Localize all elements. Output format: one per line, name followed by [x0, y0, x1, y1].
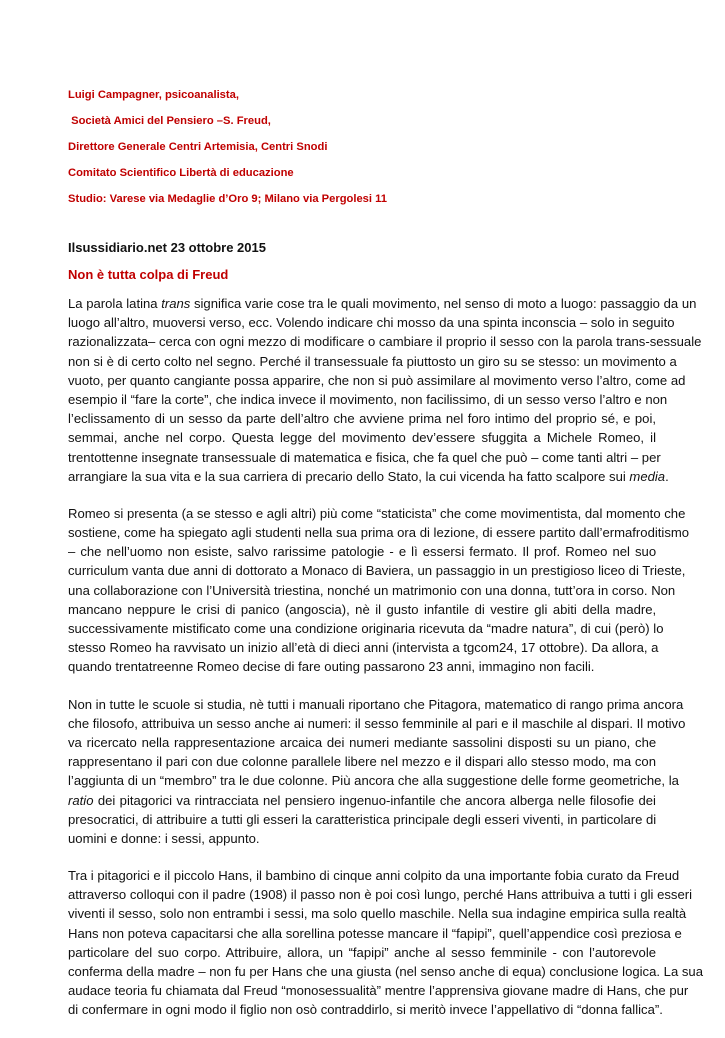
text-line: Hans non poteva capacitarsi che alla sorellina potesse mancare il “fapipi”, quell’appendice così preziosa e — [68, 925, 682, 941]
text-line: attraverso colloqui con il padre (1908) il passo non è poi così lungo, perché Hans attribuiva a tutti i gli esseri — [68, 887, 693, 903]
text-line: mancano neppure le crisi di panico (angoscia), nè il gusto infantile di vestire gli abiti della madre, — [68, 601, 657, 617]
text-line: – che nell’uomo non esiste, salvo rarissime patologie - e lì essersi fermato. Il prof. Romeo nel suo — [68, 544, 657, 560]
text-line: l’eclissamento di un sesso da parte dell’altro che avviene prima nel foro intimo del proprio sé, e poi, — [68, 411, 657, 427]
text-line: stesso Romeo ha ravvisato un inizio all’età di dieci anni (intervista a tgcom24, 17 ottobre). Da allora, a — [68, 640, 659, 656]
paragraph — [68, 866, 703, 1020]
author-header — [68, 88, 668, 218]
text-line: vuoto, per quanto cangiante possa apparire, che non si può assimilare al movimento verso l’altro, come ad — [68, 372, 686, 388]
text-line: che filosofo, attribuiva un sesso anche ai numeri: il sesso femminile al pari e il maschile al dispari. Il motivo — [68, 715, 686, 731]
paragraph — [68, 294, 702, 486]
text-line: razionalizzata– cerca con ogni mezzo di modificare o cambiare il proprio il sesso con la parola trans-sessuale — [68, 334, 702, 350]
header-line-studio: Studio: Varese via Medaglie d’Oro 9; Milano via Pergolesi 11 — [68, 193, 387, 205]
text-line: La parola latina trans significa varie cose tra le quali movimento, nel senso di moto a luogo: passaggio da un — [68, 296, 697, 311]
article-body — [68, 294, 703, 1038]
header-line-director: Direttore Generale Centri Artemisia, Centri Snodi — [68, 141, 328, 153]
header-line-society: Società Amici del Pensiero –S. Freud, — [68, 115, 271, 127]
text-line: esempio il “fare la corte”, che indica invece il movimento, non facilissimo, di un sesso verso l’altro e non — [68, 391, 668, 407]
text-line: particolare del suo corpo. Attribuire, allora, un “fapipi” anche al sesso femminile - con l’autorevole — [68, 944, 657, 960]
text-line: successivamente mistificato come una condizione originaria ricevuta da “madre natura”, di cui (però) lo — [68, 621, 664, 636]
text-line: una collaborazione con l’Università triestina, nonché un matrimonio con una donna, tutt’ora in corso. Non — [68, 582, 676, 598]
text-line: uomini e donne: i sessi, appunto. — [68, 830, 260, 846]
text-line: viventi il sesso, solo non entrambi i sessi, ma solo quello maschile. Nella sua indagine empirica sulla realtà — [68, 906, 687, 922]
text-line: non si è di certo colto nel segno. Perché il transessuale fa piuttosto un giro su se stesso: un movimento a — [68, 353, 677, 369]
text-line: Romeo si presenta (a se stesso e agli altri) più come “staticista” che come movimentista, dal momento che — [68, 505, 686, 521]
text-line: trentottenne insegnate transessuale di matematica e fisica, che fa quel che può – come tanti altri – per — [68, 449, 661, 465]
paragraph — [68, 504, 690, 677]
text-line: l’aggiunta di un “membro” tra le due colonne. Più ancora che alla suggestione delle forme geometriche, la — [68, 773, 679, 789]
text-line: conferma della madre – non fu per Hans che una giusta (nel senso anche di equa) conclusione logica. La sua — [68, 964, 703, 979]
paragraph — [68, 695, 686, 849]
text-line: sostiene, come ha spiegato agli studenti nella sua prima ora di lezione, di essere partito dall’ermafroditismo — [68, 525, 690, 541]
header-line-committee: Comitato Scientifico Libertà di educazione — [68, 167, 294, 179]
source-line: Ilsussidiario.net 23 ottobre 2015 — [68, 240, 266, 255]
text-line: audace teoria fu chiamata dal Freud “monosessualità” mentre l’apprensiva giovane madre di Hans, che pur — [68, 983, 689, 999]
text-line: arrangiare la sua vita e la sua carriera di precario dello Stato, la cui vicenda ha fatto scalpore sui media. — [68, 468, 669, 484]
text-line: ratio dei pitagorici va rintracciata nel pensiero ingenuo-infantile che ancora alberga nelle filosofie dei — [68, 792, 656, 808]
text-line: Tra i pitagorici e il piccolo Hans, il bambino di cinque anni colpito da una importante fobia curato da Freud — [68, 868, 680, 884]
text-line: presocratici, di attribuire a tutti gli esseri la caratteristica principale degli esseri viventi, in particolare di — [68, 811, 657, 827]
text-line: semmai, anche nel corpo. Questa legge del movimento dev’essere sfuggita a Michele Romeo, il — [68, 430, 656, 446]
header-line-name: Luigi Campagner, psicoanalista, — [68, 89, 239, 101]
text-line: di confermare in ogni modo il figlio non osò contraddirlo, si meritò invece l’appellativo di “donna fallica”. — [68, 1002, 663, 1018]
text-line: rappresentano il pari con due colonne parallele libere nel mezzo e il dispari allo stesso modo, ma con — [68, 754, 656, 770]
text-line: va ricercato nella rappresentazione arcaica dei numeri mediante sassolini disposti su un piano, che — [68, 734, 657, 750]
text-line: Non in tutte le scuole si studia, nè tutti i manuali riportano che Pitagora, matematico di rango prima ancora — [68, 696, 684, 712]
text-line: quando trentatreenne Romeo decise di fare outing passarono 23 anni, immagino non facili. — [68, 659, 595, 675]
article-title: Non è tutta colpa di Freud — [68, 267, 229, 282]
text-line: luogo all’altro, muoversi verso, ecc. Volendo indicare chi mosso da una spinta inconscia – solo in seguito — [68, 315, 675, 331]
text-line: curriculum vanta due anni di dottorato a Monaco di Baviera, un passaggio in un prestigioso liceo di Trieste, — [68, 563, 686, 579]
